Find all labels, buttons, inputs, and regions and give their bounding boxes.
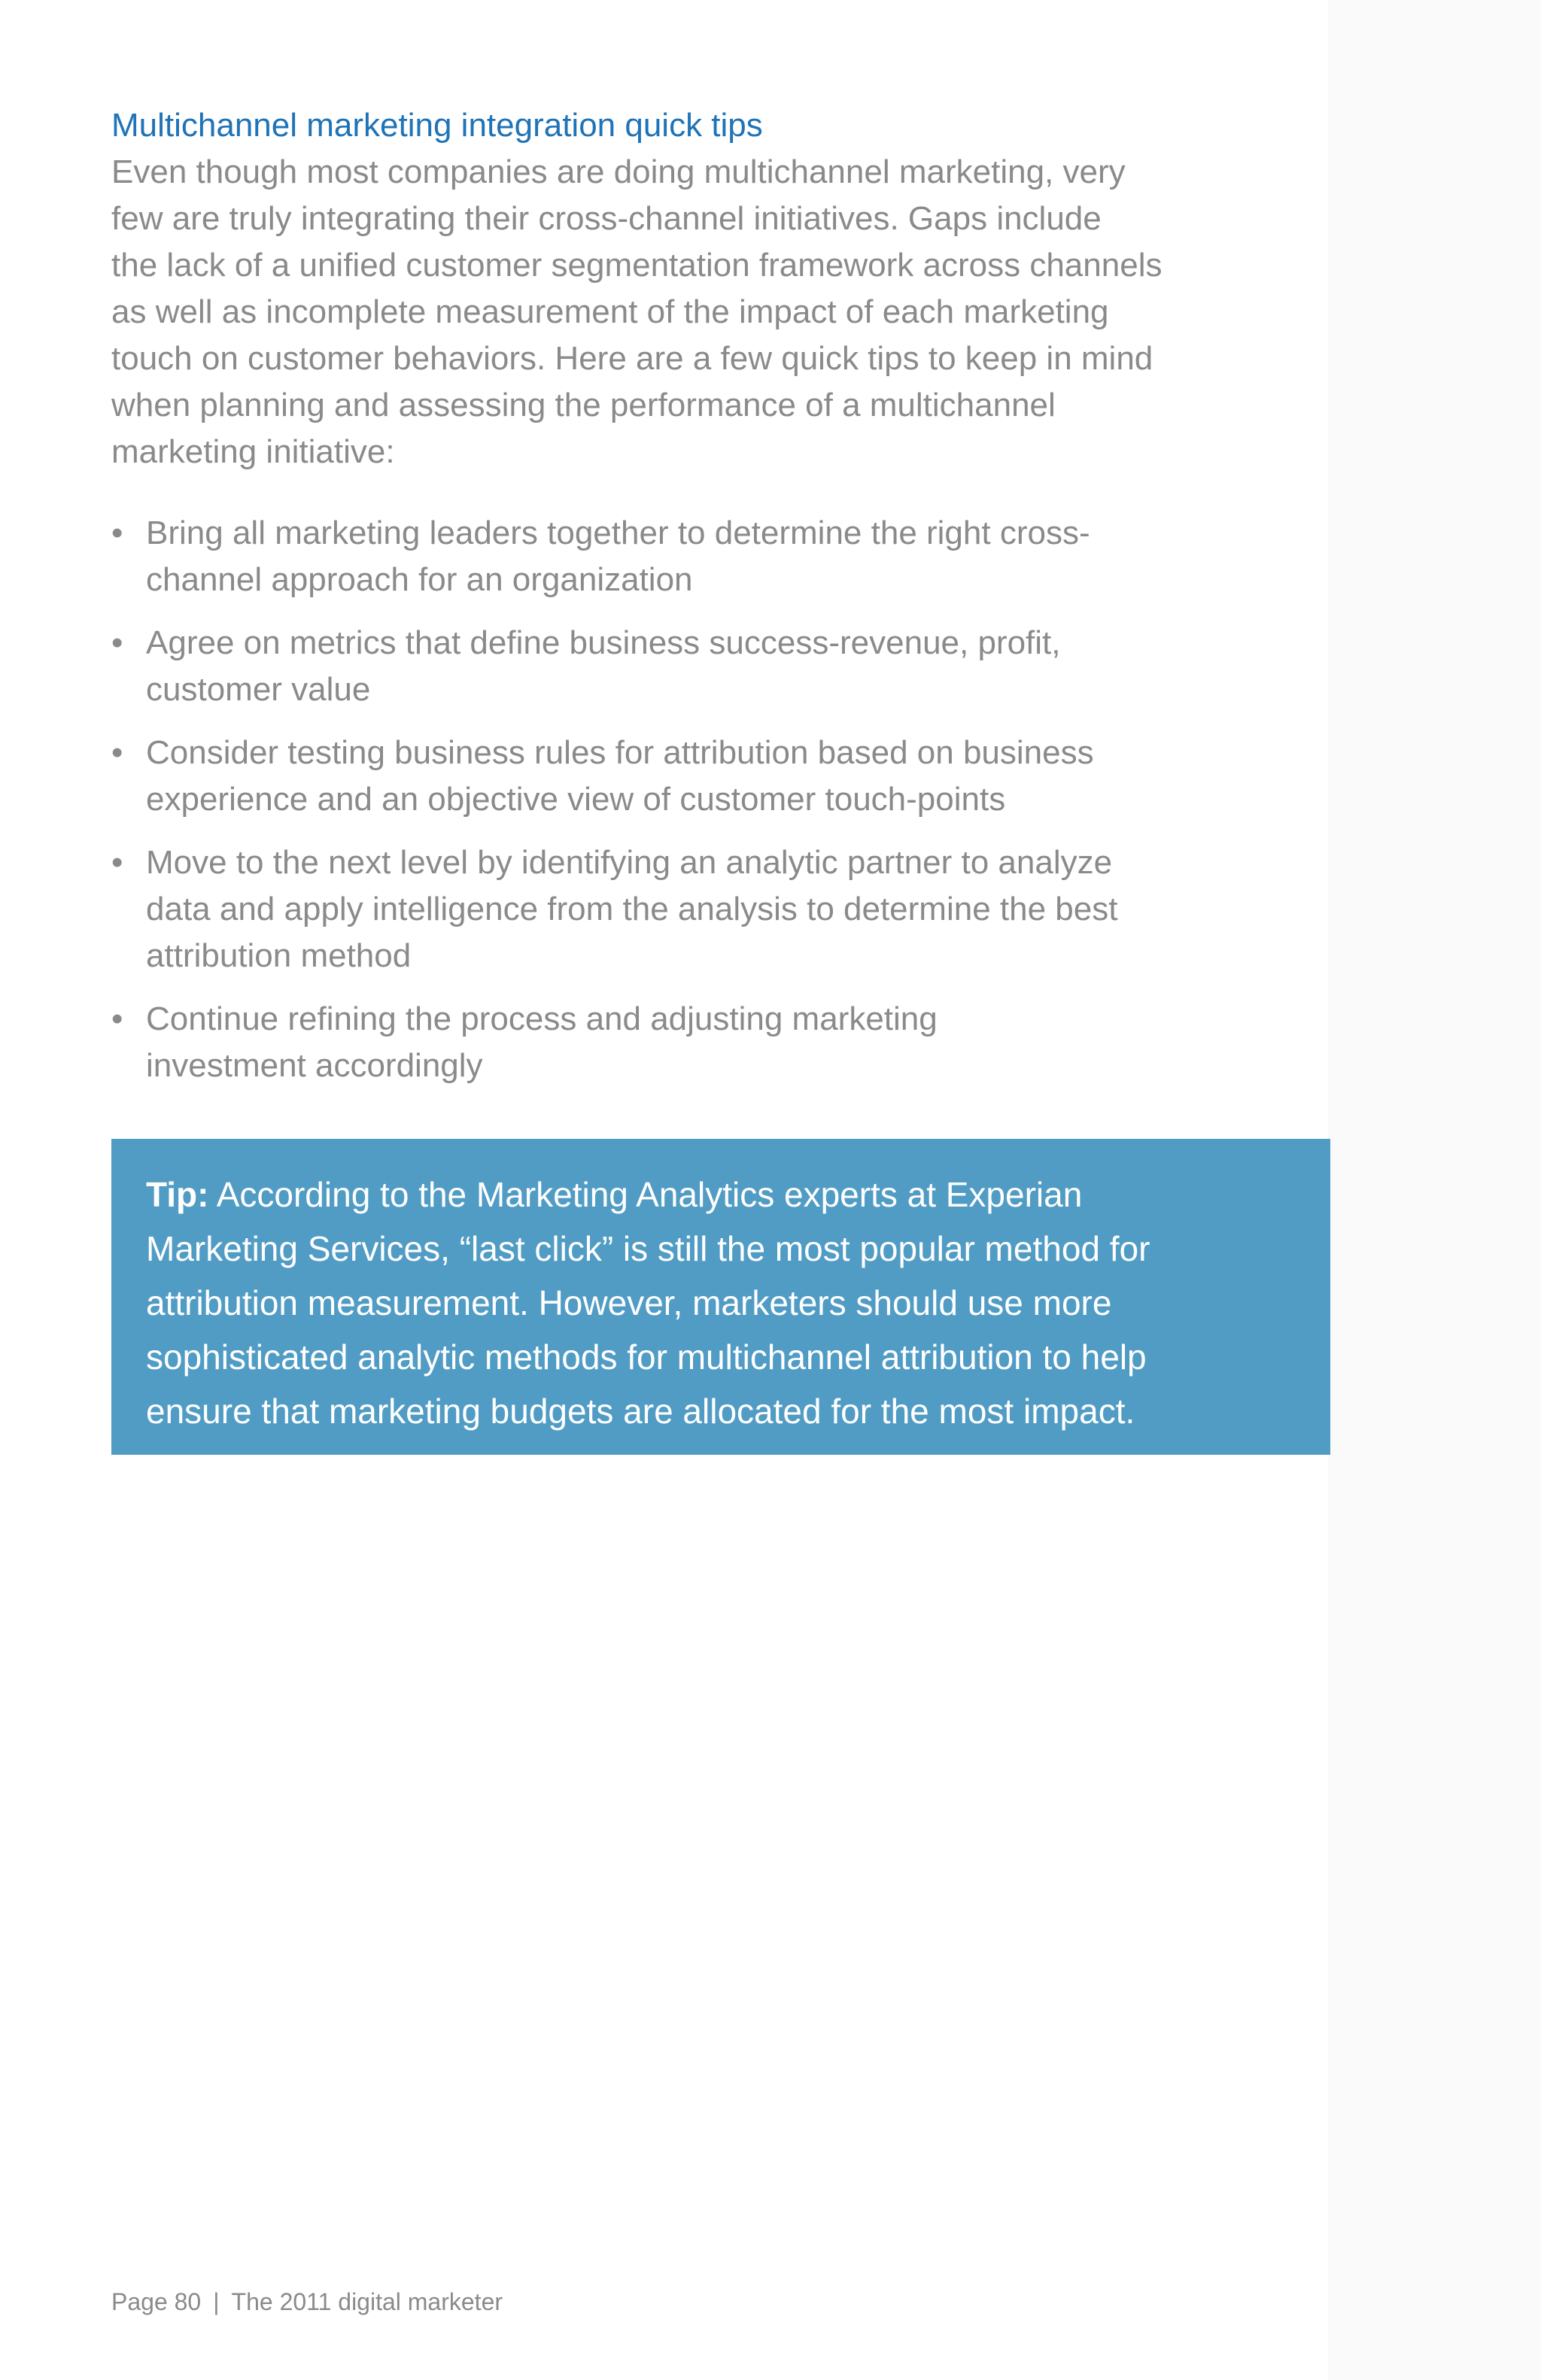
intro-paragraph: [111, 149, 1315, 475]
bullet-line: Consider testing business rules for attribution based on business: [146, 734, 1094, 771]
bullet-dot-icon: •: [111, 515, 123, 551]
bullet-item: [111, 510, 1117, 603]
publication-title: The 2011 digital marketer: [231, 2288, 503, 2315]
footer-separator: |: [213, 2288, 220, 2315]
intro-line: Even though most companies are doing multichannel marketing, very: [111, 153, 1126, 190]
bullet-line: channel approach for an organization: [146, 561, 693, 598]
bullet-item: [111, 839, 1117, 979]
tip-line: attribution measurement. However, marketers should use more: [146, 1283, 1112, 1322]
bullet-line: investment accordingly: [146, 1047, 483, 1084]
bullet-line: Continue refining the process and adjusting marketing: [146, 1000, 938, 1037]
bullet-line: data and apply intelligence from the analysis to determine the best: [146, 891, 1118, 927]
bullet-item: [111, 730, 1117, 823]
page-number: Page 80: [111, 2288, 202, 2315]
bullet-line: customer value: [146, 671, 371, 708]
bullet-item: [111, 996, 1117, 1089]
intro-line: marketing initiative:: [111, 433, 395, 470]
page-footer: [111, 2285, 503, 2318]
intro-line: few are truly integrating their cross-channel initiatives. Gaps include: [111, 200, 1102, 237]
tip-text: According to the Marketing Analytics experts at Experian: [216, 1175, 1083, 1214]
tip-line: sophisticated analytic methods for multichannel attribution to help: [146, 1337, 1147, 1377]
tip-line: ensure that marketing budgets are allocated for the most impact.: [146, 1392, 1135, 1431]
bullet-dot-icon: •: [111, 624, 123, 661]
intro-line: as well as incomplete measurement of the impact of each marketing: [111, 293, 1109, 330]
bullet-item: [111, 620, 1117, 713]
tips-bullet-list: [111, 510, 1117, 1106]
bullet-line: Move to the next level by identifying an analytic partner to analyze: [146, 844, 1113, 881]
tip-line: Marketing Services, “last click” is still the most popular method for: [146, 1229, 1150, 1268]
tip-callout-box: [111, 1139, 1330, 1455]
intro-line: touch on customer behaviors. Here are a few quick tips to keep in mind: [111, 340, 1153, 377]
intro-line: when planning and assessing the performance of a multichannel: [111, 387, 1056, 423]
bullet-line: experience and an objective view of customer touch-points: [146, 781, 1006, 818]
tip-line: [146, 1167, 1294, 1222]
page-margin-shade: [1328, 0, 1541, 2380]
bullet-dot-icon: •: [111, 844, 123, 881]
bullet-line: Agree on metrics that define business success-revenue, profit,: [146, 624, 1061, 661]
tip-label: Tip:: [146, 1175, 209, 1214]
bullet-line: Bring all marketing leaders together to determine the right cross-: [146, 515, 1090, 551]
intro-line: the lack of a unified customer segmentation framework across channels: [111, 247, 1163, 284]
bullet-dot-icon: •: [111, 1000, 123, 1037]
bullet-dot-icon: •: [111, 734, 123, 771]
section-heading: Multichannel marketing integration quick tips: [111, 107, 763, 144]
bullet-line: attribution method: [146, 937, 412, 974]
